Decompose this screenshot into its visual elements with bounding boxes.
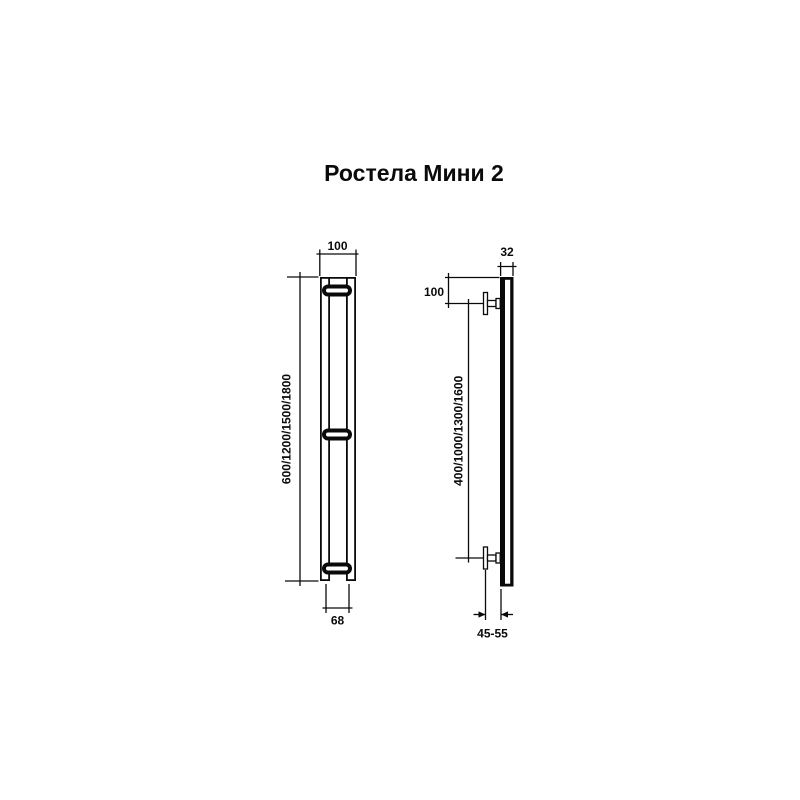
- wall-bracket-bottom: [484, 547, 501, 569]
- side-bracket-spacing-label: 400/1000/1300/1600: [451, 375, 466, 486]
- bracket-collar: [496, 553, 500, 563]
- front-top-width-dimension: [317, 239, 359, 276]
- side-wall-distance-dimension: [474, 570, 514, 641]
- side-left-wall: [500, 277, 505, 587]
- side-profile: [500, 277, 514, 587]
- side-right-wall: [510, 277, 513, 587]
- bracket-stem: [488, 301, 497, 307]
- front-profile: [321, 278, 355, 580]
- side-wall-distance-label: 45-55: [477, 626, 508, 641]
- side-top-cap: [500, 277, 514, 280]
- wall-bracket-top: [484, 293, 501, 315]
- front-height-label: 600/1200/1500/1800: [279, 373, 294, 485]
- side-view: [424, 245, 517, 641]
- side-top-offset-label: 100: [423, 285, 444, 299]
- front-top-width-label: 100: [327, 239, 348, 253]
- bracket-stem: [488, 555, 497, 561]
- crossbar-bottom: [324, 565, 350, 573]
- dimension-arrow-right: [501, 611, 508, 617]
- side-bracket-spacing-dimension: [452, 299, 484, 563]
- front-view: [280, 239, 359, 628]
- front-height-dimension: [280, 272, 319, 586]
- crossbar-middle: [324, 431, 350, 439]
- crossbar-top: [324, 287, 350, 295]
- front-bottom-width-label: 68: [330, 613, 345, 628]
- diagram-title: Ростела Мини 2: [324, 160, 504, 186]
- side-bottom-cap: [500, 584, 514, 587]
- side-depth-dimension: [498, 245, 517, 276]
- side-depth-label: 32: [500, 245, 514, 259]
- bracket-collar: [496, 299, 500, 309]
- front-bottom-width-dimension: [323, 584, 353, 628]
- dimension-arrow-left: [479, 611, 486, 617]
